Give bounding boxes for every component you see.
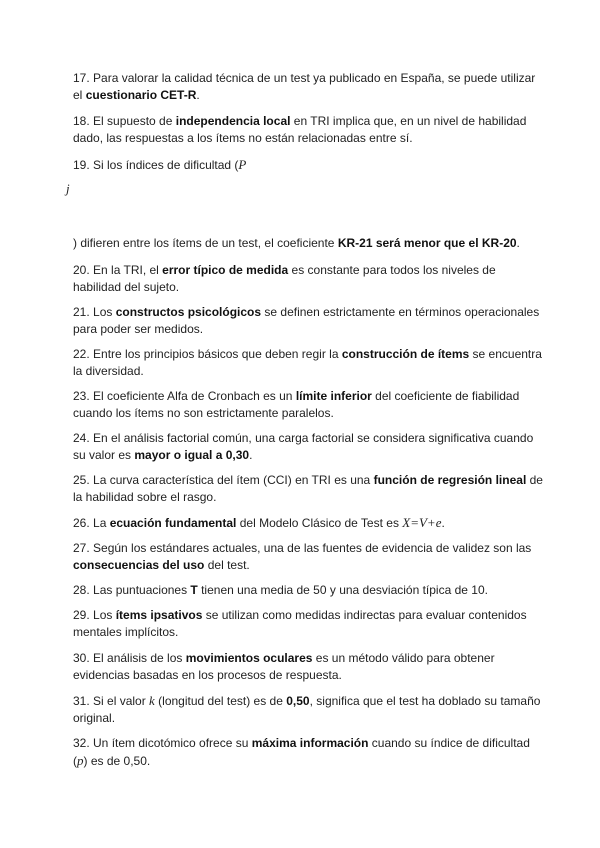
math-equation: X=V+e — [402, 515, 442, 530]
item-18: 18. El supuesto de independencia local en TRI implica que, en un nivel de habilidad dado, las respuestas a los ítems no están relacionadas entre sí. — [73, 114, 527, 145]
item-21: 21. Los constructos psicológicos se definen estrictamente en términos operacionales para poder ser medidos. — [73, 305, 540, 336]
item-25: 25. La curva característica del ítem (CCI) en TRI es una función de regresión lineal de la habilidad sobre el rasgo. — [73, 473, 543, 504]
bold-term: error típico de medida — [162, 263, 289, 277]
item-19-first-line: 19. Si los índices de dificultad (P — [73, 157, 247, 172]
bold-term: ecuación fundamental — [109, 516, 237, 530]
item-32: 32. Un ítem dicotómico ofrece su máxima información cuando su índice de dificultad (p) es de 0,50. — [73, 736, 530, 768]
bold-term: movimientos oculares — [185, 651, 313, 665]
item-23: 23. El coeficiente Alfa de Cronbach es un límite inferior del coeficiente de fiabilidad cuando los ítems no son estrictamente paralelos. — [73, 389, 520, 420]
item-26: 26. La ecuación fundamental del Modelo Clásico de Test es X=V+e. — [73, 515, 445, 530]
item-28: 28. Las puntuaciones T tienen una media de 50 y una desviación típica de 10. — [73, 583, 488, 597]
bold-term: 0,50 — [286, 694, 310, 708]
item-31: 31. Si el valor k (longitud del test) es de 0,50, significa que el test ha doblado su tamaño original. — [73, 693, 541, 725]
bold-term: máxima información — [251, 736, 369, 750]
math-subscript: j — [66, 181, 70, 196]
item-24: 24. En el análisis factorial común, una carga factorial se considera significativa cuando su valor es mayor o igual a 0,30. — [73, 431, 534, 462]
math-symbol: p — [77, 753, 84, 768]
item-30: 30. El análisis de los movimientos oculares es un método válido para obtener evidencias basadas en los procesos de respuesta. — [73, 651, 495, 682]
bold-term: independencia local — [175, 114, 291, 128]
math-symbol: P — [238, 157, 247, 172]
bold-term: cuestionario CET-R — [85, 88, 197, 102]
bold-term: límite inferior — [295, 389, 372, 403]
item-27: 27. Según los estándares actuales, una de las fuentes de evidencia de validez son las consecuencias del uso del test. — [73, 541, 532, 572]
item-29: 29. Los ítems ipsativos se utilizan como medidas indirectas para evaluar contenidos mentales implícitos. — [73, 608, 527, 639]
item-17: 17. Para valorar la calidad técnica de un test ya publicado en España, se puede utilizar el cuestionario CET-R. — [73, 71, 536, 102]
bold-term: ítems ipsativos — [115, 608, 203, 622]
bold-term: consecuencias del uso — [73, 558, 205, 572]
item-22: 22. Entre los principios básicos que deben regir la construcción de ítems se encuentra la diversidad. — [73, 347, 542, 378]
bold-term: función de regresión lineal — [373, 473, 527, 487]
bold-term: constructos psicológicos — [115, 305, 262, 319]
bold-term: KR-21 será menor que el KR-20 — [337, 236, 517, 250]
math-symbol: k — [149, 693, 155, 708]
bold-term: T — [190, 583, 198, 597]
item-19-continuation: ) difieren entre los ítems de un test, el coeficiente KR-21 será menor que el KR-20. — [73, 236, 520, 250]
bold-term: construcción de ítems — [341, 347, 470, 361]
item-20: 20. En la TRI, el error típico de medida es constante para todos los niveles de habilidad del sujeto. — [73, 263, 496, 294]
bold-term: mayor o igual a 0,30 — [134, 448, 250, 462]
